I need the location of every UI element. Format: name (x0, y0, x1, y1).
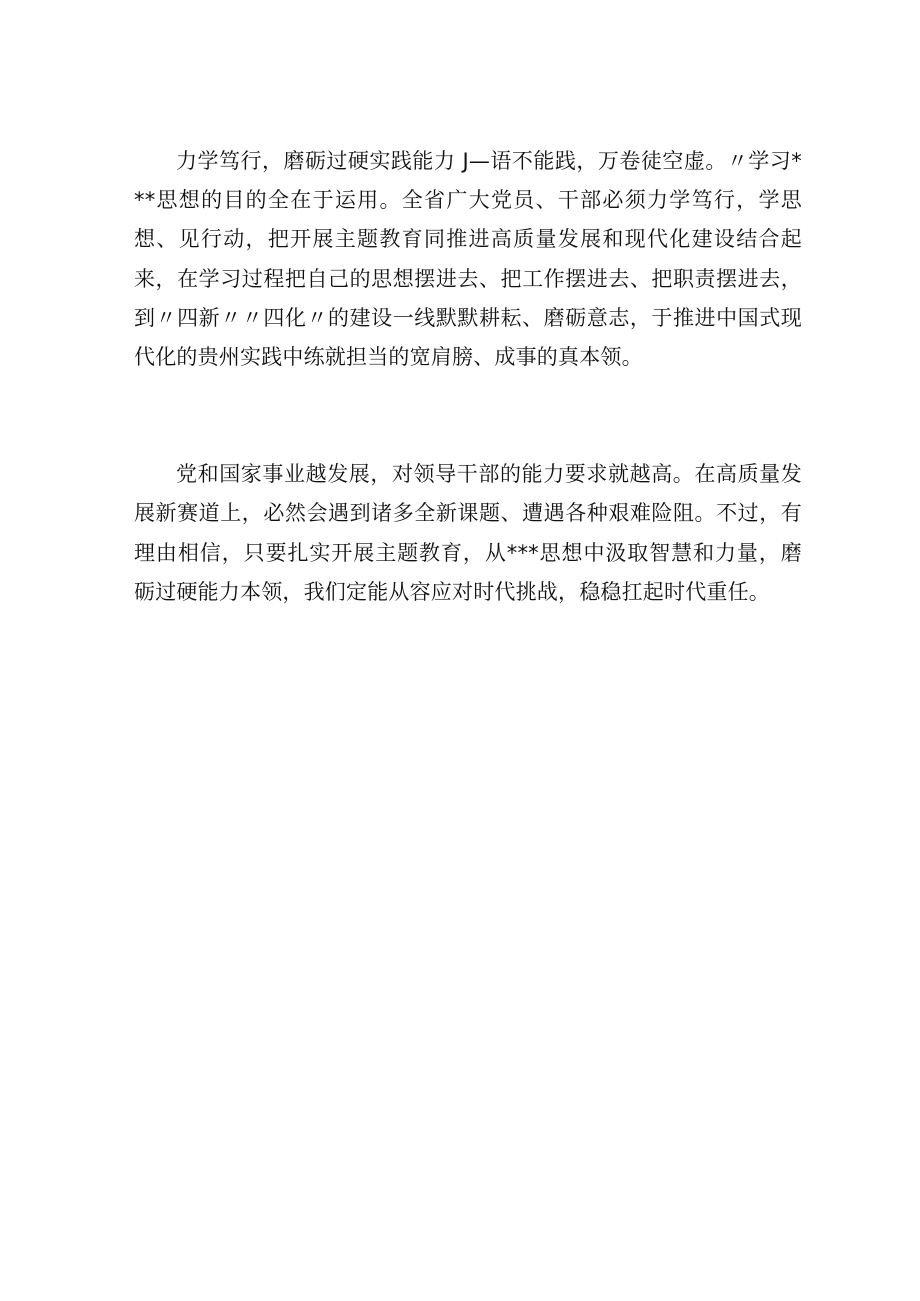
paragraph-2: 党和国家事业越发展，对领导干部的能力要求就越高。在高质量发展新赛道上，必然会遇到诸多全新课题、遭遇各种艰难险阻。不过，有理由相信，只要扎实开展主题教育，从***思想中汲取智慧和力量，磨砺过硬能力本领，我们定能从容应对时代挑战，稳稳扛起时代重任。 (134, 462, 802, 604)
paragraph-1: 力学笃行，磨砺过硬实践能力 J—语不能践，万卷徒空虚。〃学习***思想的目的全在于运用。全省广大党员、干部必须力学笃行，学思想、见行动，把开展主题教育同推进高质量发展和现代化建设结合起来，在学习过程把自己的思想摆进去、把工作摆进去、把职责摆进去，到〃四新〃〃四化〃的建设一线默默耕耘、磨砺意志，于推进中国式现代化的贵州实践中练就担当的宽肩膀、成事的真本领。 (134, 149, 802, 370)
document-body (134, 142, 802, 612)
